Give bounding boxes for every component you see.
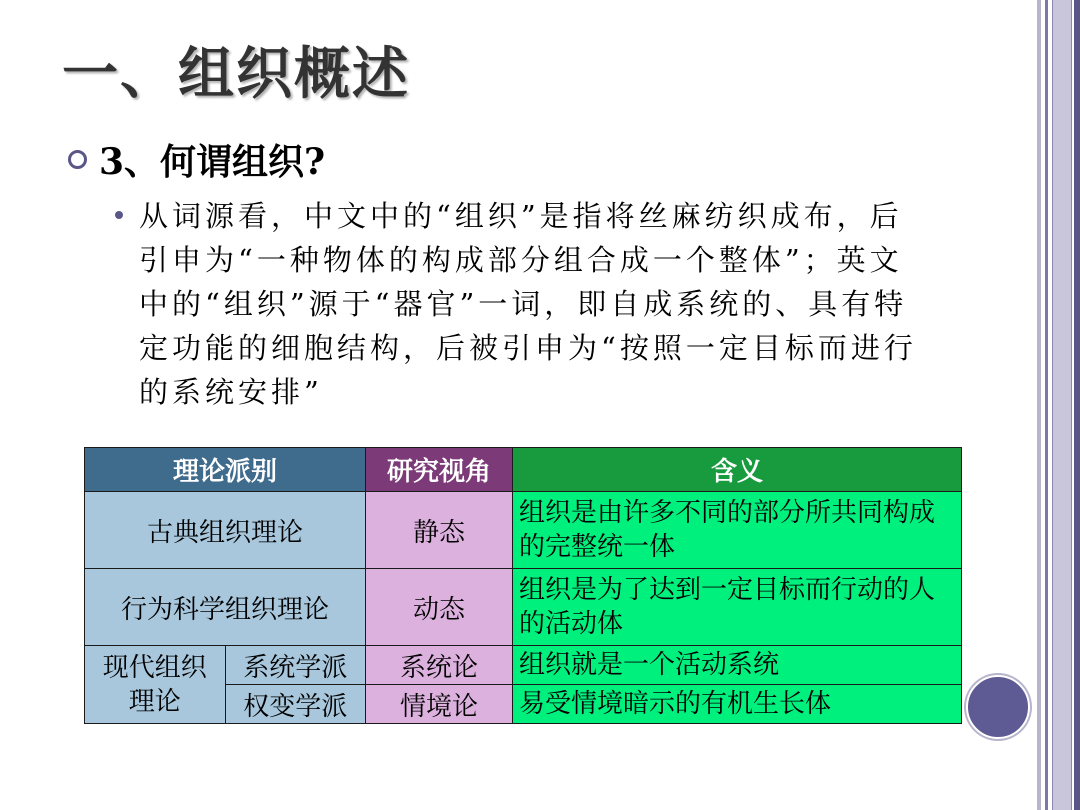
bullet-paragraph — [115, 194, 925, 414]
slide-title: 一、组织概述 — [62, 41, 410, 107]
cell-view: 情境论 — [366, 685, 513, 724]
ring-bullet-icon — [68, 150, 87, 169]
cell-branch: 权变学派 — [225, 685, 366, 724]
cell-meaning: 易受情境暗示的有机生长体 — [513, 685, 962, 724]
decorative-bar — [1045, 0, 1048, 810]
decorative-bar — [1037, 0, 1041, 810]
header-meaning: 含义 — [513, 448, 962, 492]
table-header-row — [85, 448, 962, 492]
cell-school: 行为科学组织理论 — [85, 569, 366, 646]
cell-meaning: 组织就是一个活动系统 — [513, 646, 962, 685]
cell-view: 系统论 — [366, 646, 513, 685]
table-row — [85, 492, 962, 569]
cell-view: 动态 — [366, 569, 513, 646]
decorative-bar — [1074, 0, 1080, 810]
subheading-text: 3、何谓组织? — [99, 141, 326, 183]
cell-modern-school: 现代组织理论 — [85, 646, 226, 724]
header-school: 理论派别 — [85, 448, 366, 492]
cell-view: 静态 — [366, 492, 513, 569]
table-row — [85, 569, 962, 646]
cell-branch: 系统学派 — [225, 646, 366, 685]
decorative-circle — [966, 675, 1030, 739]
theory-table — [84, 447, 962, 724]
cell-meaning: 组织是为了达到一定目标而行动的人的活动体 — [513, 569, 962, 646]
subheading — [68, 134, 325, 185]
dot-bullet-icon — [115, 211, 123, 219]
header-view: 研究视角 — [366, 448, 513, 492]
cell-meaning: 组织是由许多不同的部分所共同构成的完整统一体 — [513, 492, 962, 569]
decorative-bar — [1052, 0, 1072, 810]
paragraph-text: 从词源看，中文中的“组织”是指将丝麻纺织成布，后引申为“一种物体的构成部分组合成一个整体”；英文中的“组织”源于“器官”一词，即自成系统的、具有特定功能的细胞结构，后被引申为“按照一定目标而进行的系统安排” — [139, 199, 917, 409]
table-row — [85, 646, 962, 685]
cell-school: 古典组织理论 — [85, 492, 366, 569]
